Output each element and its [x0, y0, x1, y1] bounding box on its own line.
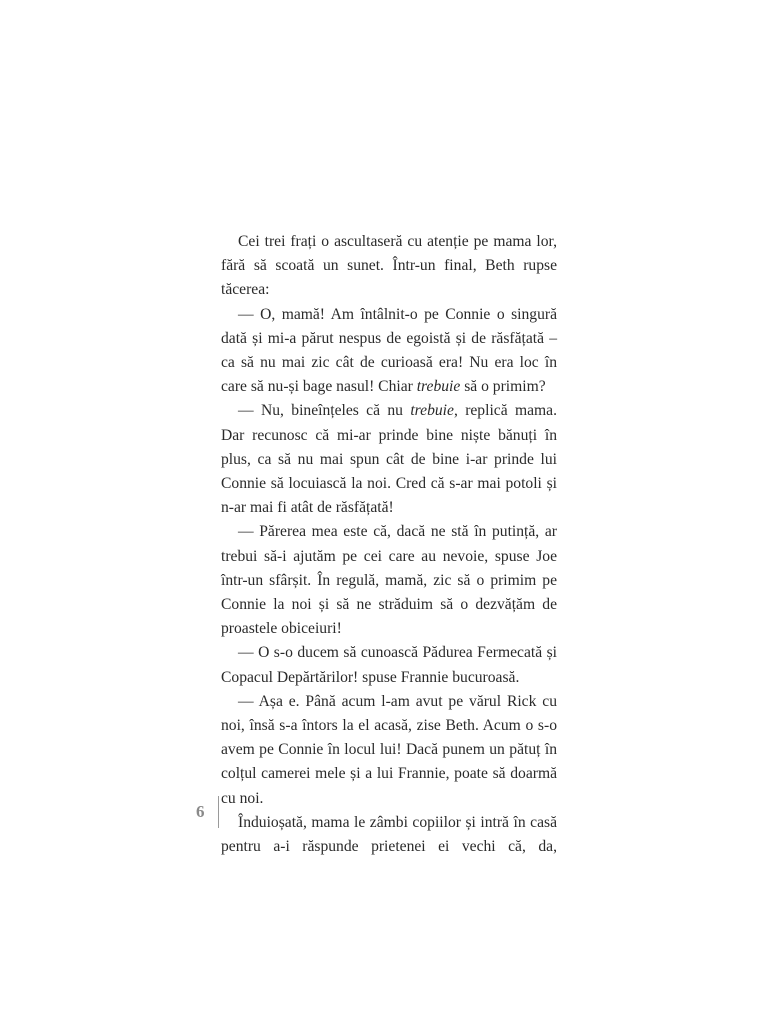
paragraph: — Părerea mea este că, dacă ne stă în putință, ar trebui să-i ajutăm pe cei care au nevoie, spuse Joe într-un sfârșit. În regulă, mamă, zic să o primim pe Connie la noi și să ne străduim să o dezvățăm de proastele obiceiuri! [221, 523, 557, 638]
body-text [221, 230, 557, 859]
page-number: 6 [196, 802, 205, 821]
paragraph: — O s-o ducem să cunoască Pădurea Fermecată și Copacul Depărtărilor! spuse Frannie bucuroasă. [221, 644, 557, 686]
page-number-divider [218, 796, 219, 828]
paragraph: — O, mamă! Am întâlnit-o pe Connie o singură dată și mi-a părut nespus de egoistă și de răsfățată – ca să nu mai zic cât de curioasă era! Nu era loc în care să nu-și bage nasul! Chiar trebuie să o primim? [221, 305, 557, 396]
paragraph: Înduioșată, mama le zâmbi copiilor și intră în casă pentru a-i răspunde prietenei ei vechi că, da, [221, 813, 557, 856]
paragraph: — Așa e. Până acum l-am avut pe vărul Rick cu noi, însă s-a întors la el acasă, zise Beth. Acum o s-o avem pe Connie în locul lui! Dacă punem un pătuț în colțul camerei mele și a lui Frannie, poate să doarmă cu noi. [221, 692, 557, 807]
paragraph: — Nu, bineînțeles că nu trebuie, replică mama. Dar recunosc că mi-ar prinde bine niște bănuți în plus, ca să nu mai spun cât de bine i-ar prinde lui Connie să locuiască la noi. Cred că s-ar mai potoli și n-ar mai fi atât de răsfățată! [221, 402, 557, 517]
emphasis: trebuie [410, 402, 454, 420]
emphasis: trebuie [416, 378, 461, 396]
paragraph: Cei trei frați o ascultaseră cu atenție pe mama lor, fără să scoată un sunet. Într-un final, Beth rupse tăcerea: [221, 233, 557, 299]
